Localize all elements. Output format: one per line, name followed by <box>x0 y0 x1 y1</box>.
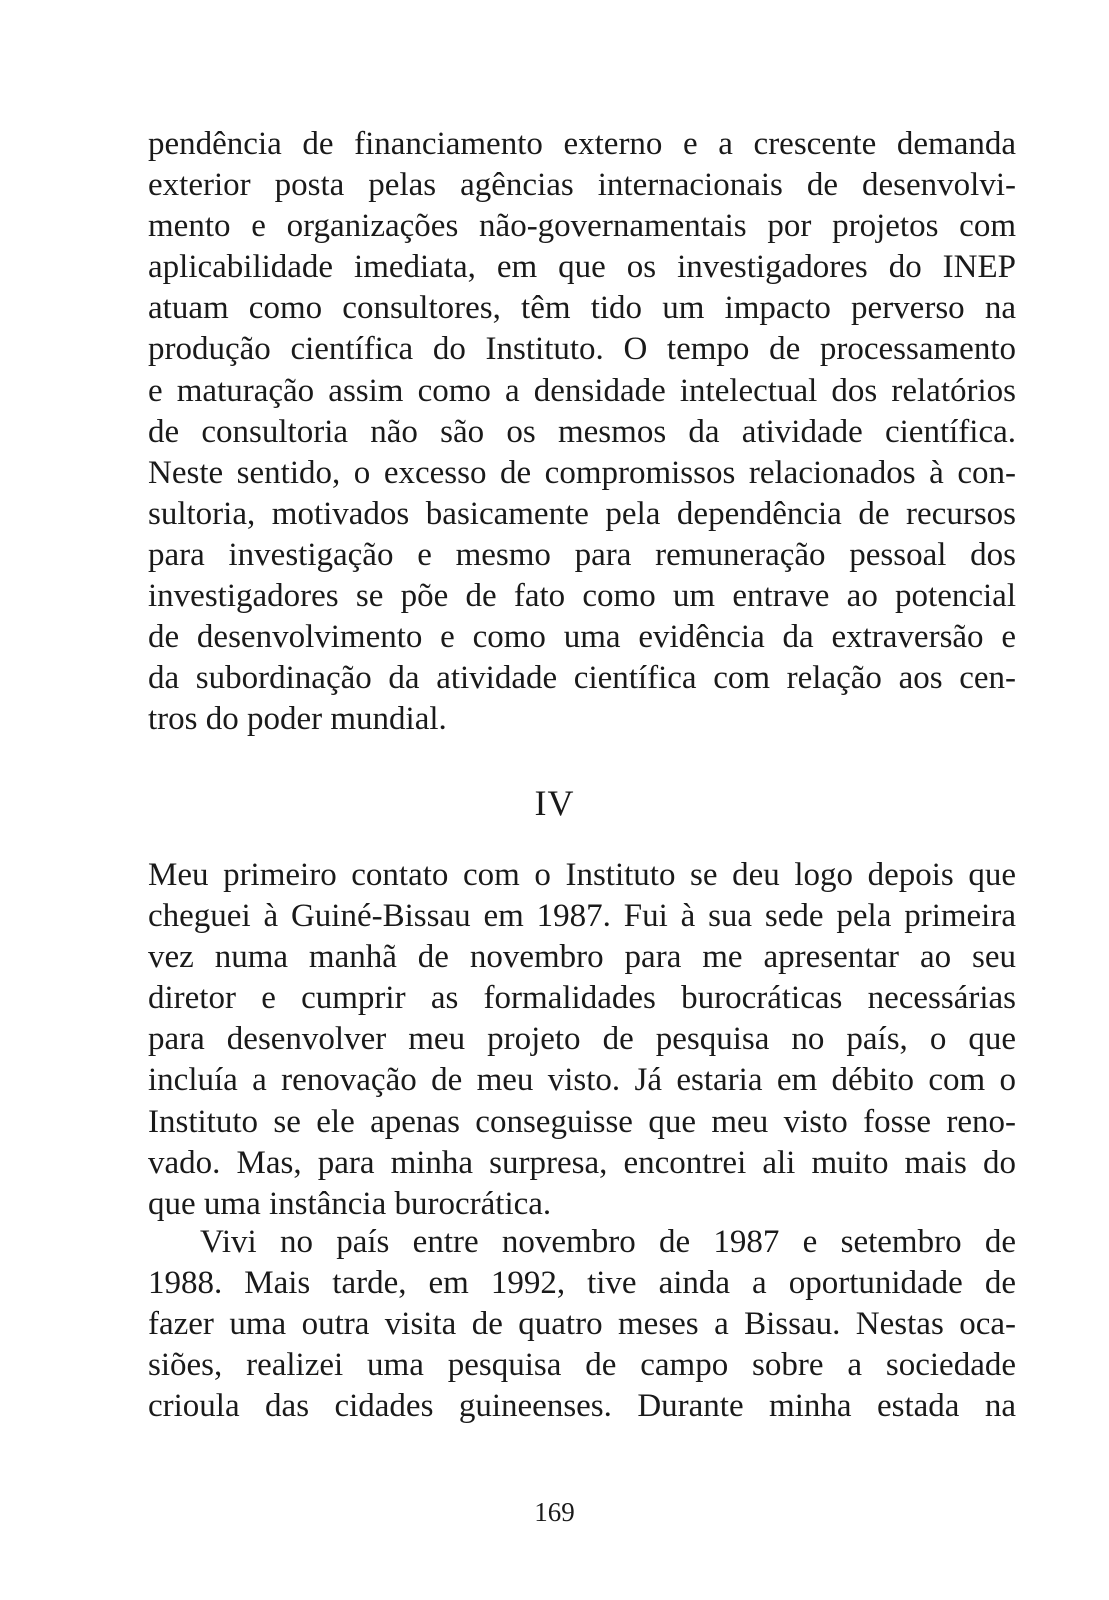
text-line: mento e organizações não-governamentais por projetos com <box>148 208 1016 245</box>
paragraph-continuation <box>148 124 1016 740</box>
text-line: que uma instância burocrática. <box>148 1185 552 1222</box>
text-line: diretor e cumprir as formalidades burocráticas necessárias <box>148 980 1016 1017</box>
text-line: para investigação e mesmo para remuneração pessoal dos <box>148 536 1016 573</box>
text-line: e maturação assim como a densidade intelectual dos relatórios <box>148 372 1016 409</box>
text-line: exterior posta pelas agências internacionais de desenvolvi- <box>148 167 1016 204</box>
text-line: crioula das cidades guineenses. Durante minha estada na <box>148 1388 1016 1425</box>
text-line: da subordinação da atividade científica com relação aos cen- <box>148 660 1016 697</box>
section-heading: IV <box>534 783 575 823</box>
page-number: 169 <box>534 1497 575 1527</box>
paragraph <box>148 855 1016 1225</box>
text-line: de consultoria não são os mesmos da atividade científica. <box>148 413 1016 450</box>
text-line: vez numa manhã de novembro para me apresentar ao seu <box>148 939 1016 976</box>
text-line: siões, realizei uma pesquisa de campo sobre a sociedade <box>148 1347 1016 1384</box>
text-line: de desenvolvimento e como uma evidência da extraversão e <box>148 619 1016 656</box>
text-line: sultoria, motivados basicamente pela dependência de recursos <box>148 495 1016 532</box>
text-line: para desenvolver meu projeto de pesquisa no país, o que <box>148 1021 1016 1058</box>
text-line: tros do poder mundial. <box>148 701 447 738</box>
text-line: 1988. Mais tarde, em 1992, tive ainda a oportunidade de <box>148 1265 1016 1302</box>
text-line: Neste sentido, o excesso de compromissos relacionados à con- <box>148 454 1016 491</box>
text-line: vado. Mas, para minha surpresa, encontrei ali muito mais do <box>148 1144 1016 1181</box>
text-line: Instituto se ele apenas conseguisse que meu visto fosse reno- <box>148 1103 1016 1140</box>
text-line: incluía a renovação de meu visto. Já estaria em débito com o <box>148 1062 1016 1099</box>
text-line: aplicabilidade imediata, em que os investigadores do INEP <box>148 249 1016 286</box>
text-line: investigadores se põe de fato como um entrave ao potencial <box>148 578 1016 615</box>
text-line: produção científica do Instituto. O tempo de processamento <box>148 331 1016 368</box>
paragraph <box>148 1222 1016 1427</box>
text-line: pendência de financiamento externo e a crescente demanda <box>148 126 1016 162</box>
text-line: fazer uma outra visita de quatro meses a Bissau. Nestas oca- <box>148 1306 1016 1343</box>
text-line: atuam como consultores, têm tido um impacto perverso na <box>148 290 1016 327</box>
text-line: Meu primeiro contato com o Instituto se deu logo depois que <box>148 857 1016 893</box>
text-line: cheguei à Guiné-Bissau em 1987. Fui à sua sede pela primeira <box>148 898 1016 935</box>
text-line: Vivi no país entre novembro de 1987 e setembro de <box>200 1224 1016 1260</box>
